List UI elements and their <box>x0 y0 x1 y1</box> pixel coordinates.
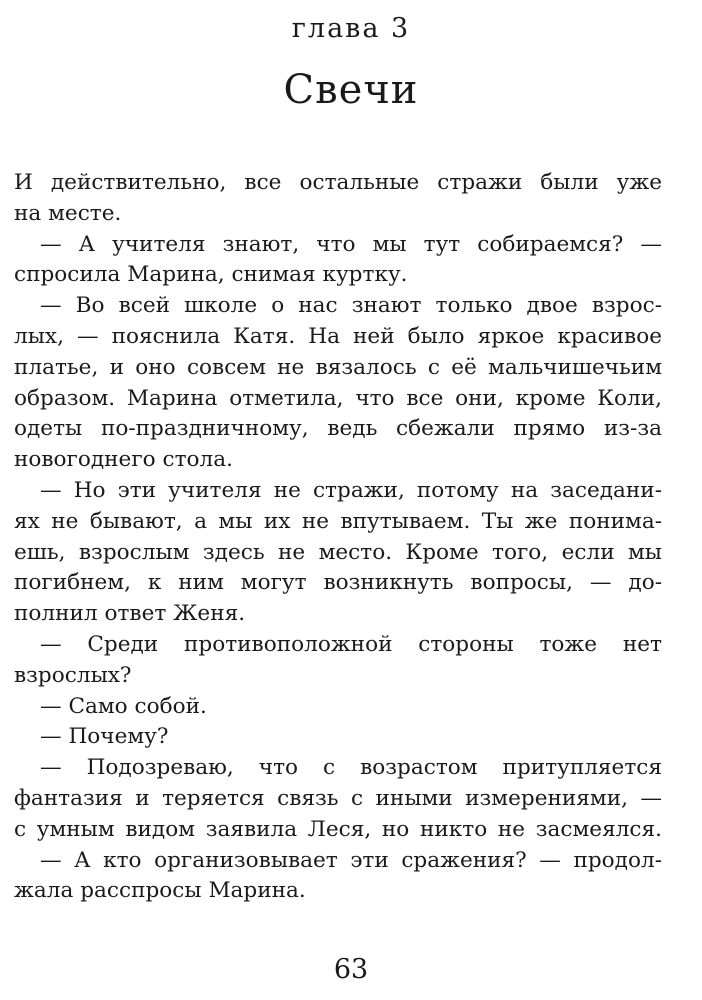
text-line: — Среди противоположной стороны тоже нет <box>40 631 662 657</box>
text-line: — А учителя знают, что мы тут собираемся? — <box>40 231 662 257</box>
text-line: ешь, взрослым здесь не место. Кроме того, если мы <box>14 539 662 565</box>
body-text <box>14 168 662 907</box>
text-line: спросила Марина, снимая куртку. <box>14 262 408 288</box>
text-line: образом. Марина отметила, что все они, кроме Коли, <box>14 385 662 411</box>
text-line: — Подозреваю, что с возрастом притупляется <box>40 755 662 781</box>
text-line: — Почему? <box>40 724 169 750</box>
text-line: фантазия и теряется связь с иными измерениями, — <box>14 785 662 811</box>
text-line: И действительно, все остальные стражи были уже <box>14 170 662 195</box>
text-line: на месте. <box>14 200 122 226</box>
text-line: одеты по-праздничному, ведь сбежали прямо из-за <box>14 416 662 442</box>
text-line: лых, — пояснила Катя. На ней было яркое красивое <box>14 323 662 349</box>
text-line: с умным видом заявила Леся, но никто не засмеялся. <box>14 816 662 842</box>
chapter-label: глава 3 <box>291 13 411 44</box>
text-line: — Само собой. <box>40 693 207 719</box>
text-line: — Во всей школе о нас знают только двое взрос- <box>40 293 662 319</box>
page-number: 63 <box>333 954 369 985</box>
text-line: погибнем, к ним могут возникнуть вопросы, — до- <box>14 570 662 596</box>
text-line: платье, и оно совсем не вязалось с её мальчишечьим <box>14 354 662 380</box>
text-line: жала расспросы Марина. <box>14 878 306 904</box>
text-line: взрослых? <box>14 662 132 688</box>
text-line: полнил ответ Женя. <box>14 601 246 627</box>
text-line: новогоднего стола. <box>14 447 234 473</box>
text-line: — А кто организовывает эти сражения? — продол- <box>40 847 662 873</box>
text-line: — Но эти учителя не стражи, потому на заседани- <box>40 477 662 503</box>
text-line: ях не бывают, а мы их не впутываем. Ты же понима- <box>14 508 662 534</box>
chapter-title: Свечи <box>283 67 419 113</box>
